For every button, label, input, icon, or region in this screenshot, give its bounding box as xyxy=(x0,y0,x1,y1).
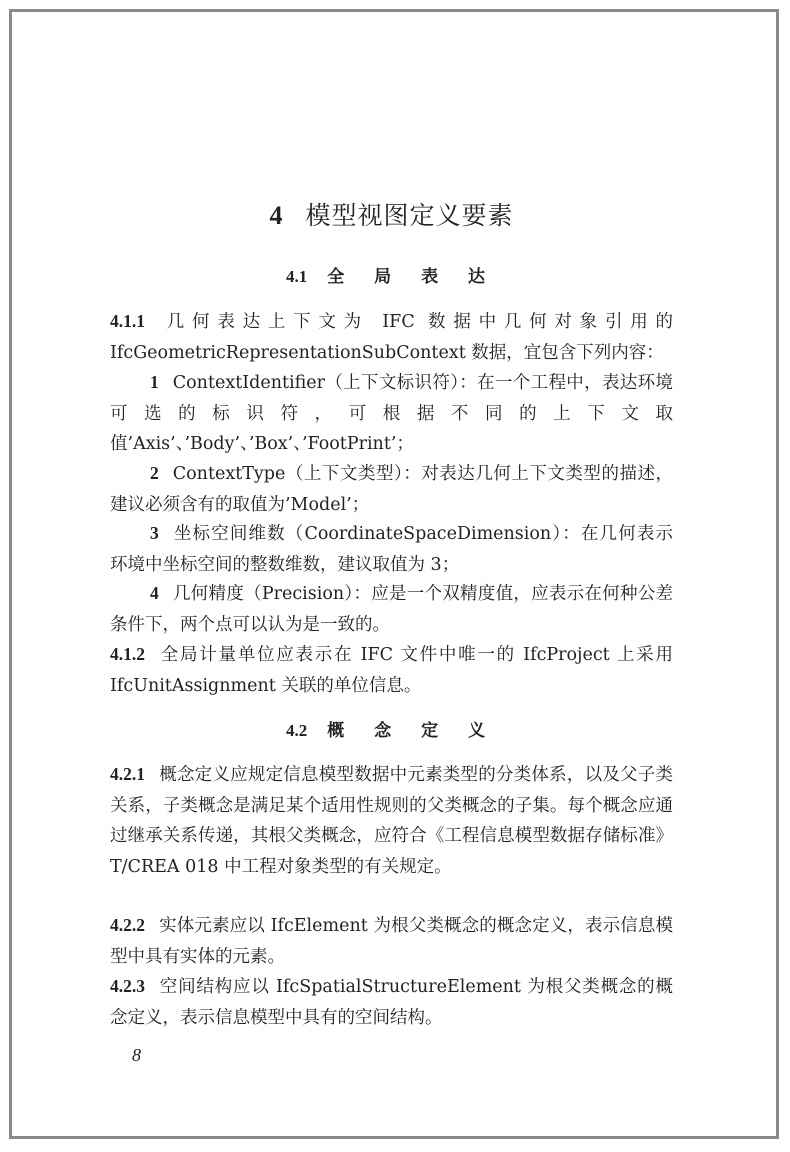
list-item xyxy=(110,578,673,640)
clause-text: 实体元素应以 IfcElement 为根父类概念的概念定义，表示信息模型中具有实体的元素。 xyxy=(110,916,673,967)
section-number: 4.1 xyxy=(285,267,308,286)
item-text: 几何精度（Precision）：应是一个双精度值，应表示在何种公差条件下，两个点可以认为是一致的。 xyxy=(110,584,673,635)
clause-4-1-1 xyxy=(110,306,673,368)
clause-text: 空间结构应以 IfcSpatialStructureElement 为根父类概念的概念定义，表示信息模型中具有的空间结构。 xyxy=(110,977,673,1028)
item-number: 2 xyxy=(150,463,159,483)
section-title-text: 全 局 表 达 xyxy=(327,267,497,287)
clause-4-2-1 xyxy=(110,759,673,882)
item-number: 1 xyxy=(150,372,159,392)
chapter-title-text: 模型视图定义要素 xyxy=(305,201,514,230)
clause-label: 4.2.3 xyxy=(110,976,145,996)
section-title-4-2 xyxy=(110,716,673,741)
list-item xyxy=(110,367,673,460)
item-number: 4 xyxy=(150,583,159,603)
chapter-number: 4 xyxy=(269,201,284,230)
clause-label: 4.2.2 xyxy=(110,915,145,935)
section-number: 4.2 xyxy=(285,721,308,740)
clause-label: 4.2.1 xyxy=(110,764,145,784)
section-title-4-1 xyxy=(110,262,673,287)
page-number: 8 xyxy=(132,1045,141,1065)
clause-4-2-3 xyxy=(110,971,673,1033)
section-title-text: 概 念 定 义 xyxy=(327,721,497,741)
item-text: ContextType（上下文类型）：对表达几何上下文类型的描述，建议必须含有的取值为’Model’； xyxy=(110,464,673,515)
clause-label: 4.1.1 xyxy=(110,311,145,331)
clause-text: 全局计量单位应表示在 IFC 文件中唯一的 IfcProject 上采用 IfcUnitAssignment 关联的单位信息。 xyxy=(110,645,673,696)
clause-text: 几何表达上下文为 IFC 数据中几何对象引用的 IfcGeometricRepresentationSubContext 数据，宜包含下列内容： xyxy=(110,312,673,363)
list-item xyxy=(110,518,673,580)
clause-label: 4.1.2 xyxy=(110,644,145,664)
clause-4-2-2 xyxy=(110,910,673,972)
list-item xyxy=(110,458,673,520)
clause-text: 概念定义应规定信息模型数据中元素类型的分类体系，以及父子类关系，子类概念是满足某个适用性规则的父类概念的子集。每个概念应通过继承关系传递，其根父类概念，应符合《工程信息模型数据存储标准》T/CREA 018 中工程对象类型的有关规定。 xyxy=(110,765,673,877)
item-number: 3 xyxy=(150,523,159,543)
chapter-title xyxy=(110,196,673,232)
clause-4-1-2 xyxy=(110,639,673,701)
item-text: ContextIdentifier（上下文标识符）：在一个工程中，表达环境可选的标识符，可根据不同的上下文取值’Axis’、’Body’、’Box’、’FootPrint’； xyxy=(110,373,673,454)
item-text: 坐标空间维数（CoordinateSpaceDimension）：在几何表示环境中坐标空间的整数维数，建议取值为 3； xyxy=(110,524,673,575)
